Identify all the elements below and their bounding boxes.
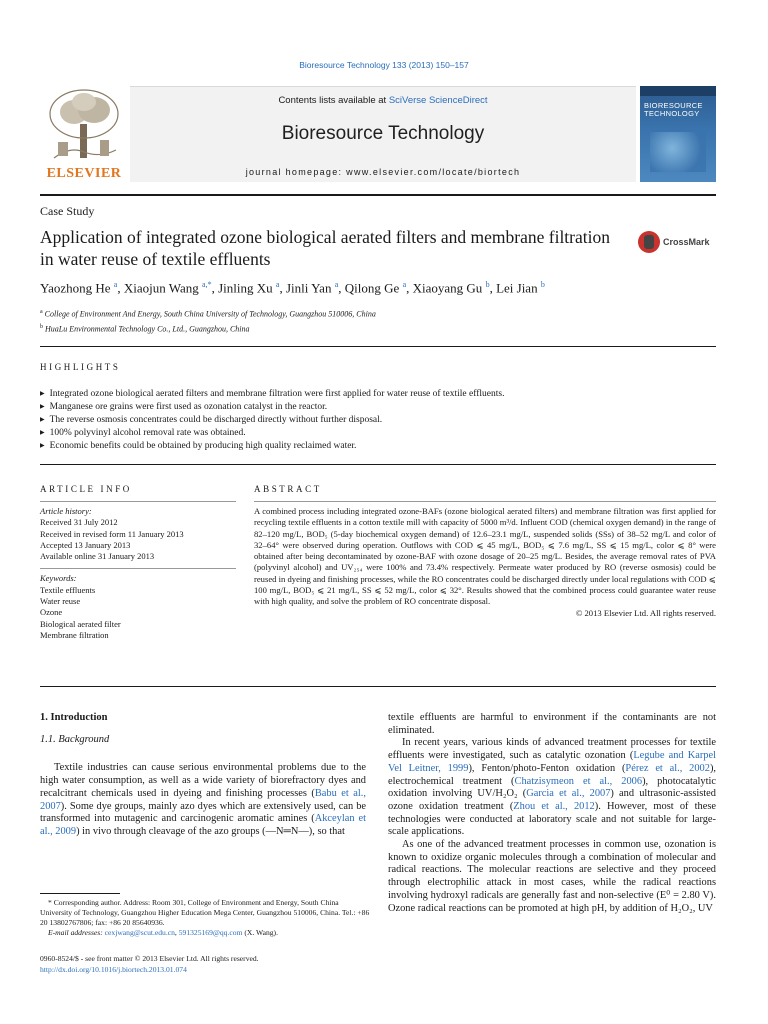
section-heading: 1. Introduction [40,712,108,723]
author: Yaozhong He [40,280,111,296]
affiliation: $^a$ College of Environment And Energy, South China University of Technology, Guangzhou 510006, China [40,309,376,319]
email-link[interactable]: cexjwang@scut.edu.cn [104,928,175,937]
author-affil-link[interactable]: a [275,280,280,289]
journal-citation[interactable]: Bioresource Technology 133 (2013) 150–157 [299,60,469,70]
history-label: Article history: [40,506,92,516]
body-paragraph: textile effluents are harmful to environment if the contaminants are not eliminated. [388,712,716,736]
section-rule [40,686,716,687]
cover-title: BIORESOURCE TECHNOLOGY [644,101,703,118]
author: Jinling Xu [218,280,273,296]
journal-masthead [40,86,716,188]
abstract-rule [254,501,716,502]
elsevier-wordmark: ELSEVIER [46,166,122,181]
sciencedirect-link[interactable]: SciVerse ScienceDirect [388,95,488,106]
author-list: Yaozhong He $^a$, Xiaojun Wang $^{a,*}$, Jinling Xu $^a$, Jinli Yan $^a$, Qilong Ge $^a$, Xiaoyang Gu $^b$, Lei Jian $^b$ [40,280,545,296]
author: Jinli Yan [285,280,332,296]
reference-link[interactable]: Zhou et al., 2012 [513,800,595,812]
contents-prefix: Contents lists available at [278,95,389,106]
email-link[interactable]: 591325169@qq.com [178,928,243,937]
highlight-item: ▶ 100% polyvinyl alcohol removal rate was obtained. [40,427,720,440]
reference-link[interactable]: Garcia et al., 2007 [526,788,611,800]
article-info [40,506,236,641]
publication-meta [40,954,370,975]
keyword: Membrane filtration [40,629,109,640]
section-rule [40,346,716,347]
keywords-rule [40,568,236,569]
email-note: E-mail addresses: cexjwang@scut.edu.cn, 591325169@qq.com (X. Wang). [48,928,278,937]
crossmark-icon [638,231,660,253]
body-paragraph: In recent years, various kinds of advanced treatment processes for textile effluents were investigated, such as catalytic ozonation (Legube and Karpel Vel Leitner, 1999), Fenton/photo-Fenton oxidation (Pérez et al., 2002), electrochemical treatment (Chatzisymeon et al., 2006), photocatalytic oxidation involving UV/H₂O₂ (Garcia et al., 2007) and ultrasonic-assisted ozone oxidation treatment (Zhou et al., 2012). However, most of these technologies were conducted at laboratory scale and not suitable for large-scale applications. [388,737,717,838]
masthead-banner [130,86,636,182]
footnotes [40,898,370,938]
highlight-item: ▶ The reverse osmosis concentrates could be discharged directly without further disposal. [40,414,720,427]
highlight-item: ▶ Integrated ozone biological aerated filters and membrane filtration were first applied for water reuse of textile effluents. [40,388,720,401]
author-affil-link[interactable]: b [540,280,545,289]
article-type: Case Study [40,204,95,218]
history-item: Received in revised form 11 January 2013 [40,528,184,539]
abstract-text: A combined process including integrated ozone-BAFs (ozone biological aerated filters) and membrane filtration was first applied for recycling textile effluents in a cotton textile mill with capacity of 5000 m³/d. Influent COD (chemical oxygen demand) in the range of 82–120 mg/L, BOD₅ (5-day biochemical oxygen demand) of 12.6–23.1 mg/L, suspended solids (SSs) of 38–52 mg/L and color of 32–64° were observed during operation. Outflows with COD ⩽ 45 mg/L, BOD₅ ⩽ 7.6 mg/L, SS ⩽ 15 mg/L, color ⩽ 8° were obtained after being decontaminated by ozone-BAF with ozone dosage of 20–25 mg/L. Besides, the average removal rates of PVA (polyvinyl alcohol) and UV₂₅₄ were 100% and 73.4% respectively. Permeate water produced by RO (reverse osmosis) could be reused in dyeing and finishing processes, while the RO concentrates could be discharged directly under local regulations with COD ⩽ 100 mg/L, BOD₅ ⩽ 21 mg/L, SS ⩽ 52 mg/L, color ⩽ 32°. Results showed that the combined process could guarantee water reuse with high quality, and solve the problem of RO concentrate disposal. [254,506,716,607]
abstract [254,506,716,619]
cover-band [640,86,716,96]
author-affil-link[interactable]: a [113,280,118,289]
author-affil-link[interactable]: a [402,280,407,289]
history-item: Accepted 13 January 2013 [40,539,131,550]
corresponding-author-note: * Corresponding author. Address: Room 301, College of Environment and Energy, South China University of Technology, Guangzhou Higher Education Mega Center, Guangzhou 510006, China. Tel.: +86 20 13802767806; fax: +86 20 85640936. [40,898,370,927]
author-affil-link[interactable]: b [485,280,490,289]
reference-link[interactable]: Babu et al., 2007 [40,787,366,812]
article-info-heading: ARTICLE INFO [40,484,132,494]
reference-link[interactable]: Chatzisymeon et al., 2006 [514,775,643,787]
highlight-item: ▶ Economic benefits could be obtained by producing high quality reclaimed water. [40,440,720,453]
cover-art [650,132,706,172]
copyright: © 2013 Elsevier Ltd. All rights reserved. [575,607,716,618]
body-paragraph: As one of the advanced treatment processes in common use, ozonation is known to oxidize organic molecules through a combination of molecular and radical reactions. The molecular reactions are selective and they proceed through electrophilic attack in most cases, while the radical reactions involving hydroxyl radicals are generally fast and non-selective (E⁰ = 2.80 V). Ozone radical reactions can be promoted at high pH, by addition of H₂O₂, UV [388,839,716,914]
article-info-rule [40,501,236,502]
author: Xiaojun Wang [123,280,199,296]
journal-name: Bioresource Technology [281,123,485,144]
author: Lei Jian [496,280,538,296]
reference-link[interactable]: Pérez et al., 2002 [625,762,710,774]
reference-link[interactable]: Akceylan et al., 2009 [40,813,366,837]
reference-link[interactable]: Legube and Karpel Vel Leitner, 1999 [388,750,716,774]
affiliations [40,306,720,335]
journal-cover-image [640,86,716,182]
author-affil-link[interactable]: a,* [202,280,212,289]
history-item: Available online 31 January 2013 [40,551,155,562]
contents-line [130,95,636,106]
keywords-label: Keywords: [40,573,77,584]
keyword: Water reuse [40,596,81,607]
footnote-rule [40,893,120,894]
author-affil-link[interactable]: a [334,280,339,289]
affiliation: $^b$ HuaLu Environmental Technology Co., Ltd., Guangzhou, China [40,323,250,334]
doi-link[interactable]: http://dx.doi.org/10.1016/j.biortech.2013.01.074 [40,964,187,974]
body-paragraph: Textile industries can cause serious environmental problems due to the high water consumption, as well as a wide variety of biorefractory dyes and recalcitrant chemicals used in dyeing and finishing processes (Babu et al., 2007). Some dye groups, mainly azo dyes which are extensively used, can be transformed into mutagenic and carcinogenic aromatic amines (Akceylan et al., 2009) in vivo through cleavage of the azo groups (—N═N—), so that [40,762,366,837]
crossmark-badge[interactable] [638,229,718,257]
article-title: Application of integrated ozone biological aerated filters and membrane filtration in water reuse of textile effluents [40,227,610,269]
body-right-column [388,712,716,915]
author: Xiaoyang Gu [412,280,483,296]
highlight-item: ▶ Manganese ore grains were first used as ozonation catalyst in the reactor. [40,401,720,414]
body-left-column [40,712,366,839]
history-item: Received 31 July 2012 [40,517,118,528]
keyword: Textile effluents [40,584,96,595]
issn-line: 0960-8524/$ - see front matter © 2013 Elsevier Ltd. All rights reserved. [40,954,259,963]
masthead-rule [40,194,716,196]
highlights-heading: HIGHLIGHTS [40,362,121,372]
keyword: Ozone [40,607,63,618]
abstract-heading: ABSTRACT [254,484,322,494]
highlights-list [40,388,720,453]
section-rule [40,464,716,465]
keyword: Biological aerated filter [40,618,121,629]
subsection-heading: 1.1. Background [40,733,110,745]
journal-homepage[interactable]: journal homepage: www.elsevier.com/locate/biortech [245,167,521,177]
author: Qilong Ge [344,280,400,296]
crossmark-label: CrossMark [663,237,710,247]
